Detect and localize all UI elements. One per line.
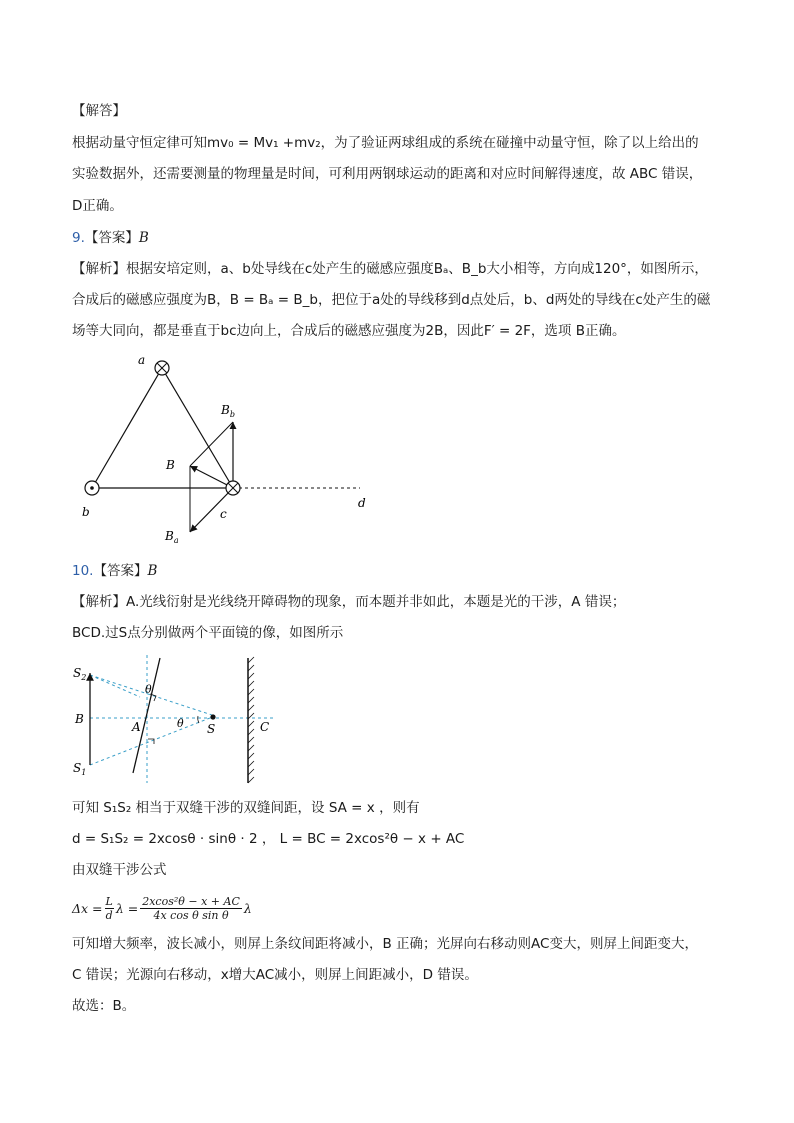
label-B: B — [75, 712, 84, 726]
label-d: d — [358, 496, 366, 510]
q10-answer-label: 【答案】 — [93, 563, 148, 579]
label-c: c — [220, 507, 227, 521]
wire-c-into-page-icon — [226, 481, 240, 495]
q9-number: 9. — [72, 230, 85, 246]
answer-heading: 【解答】 — [72, 103, 126, 119]
q9-answer-line — [72, 228, 149, 248]
side-ab — [92, 368, 162, 488]
q10-mirror-figure — [70, 653, 290, 788]
formula2-mid: λ = — [115, 900, 139, 916]
answer-line-1: 根据动量守恒定律可知mv₀ = Mv₁ +mv₂，为了验证两球组成的系统在碰撞中动量守恒，除了以上给出的 — [72, 135, 699, 151]
label-Ba: $B_a$ — [165, 529, 179, 545]
q10-text-2: 由双缝干涉公式 — [72, 862, 167, 878]
wire-b-out-of-page-icon — [85, 481, 99, 495]
q10-analysis-2: BCD.过S点分别做两个平面镜的像，如图所示 — [72, 625, 344, 641]
parallelogram-edge-2 — [190, 422, 233, 466]
q10-analysis-1: 【解析】A.光线衍射是光线绕开障碍物的现象，而本题并非如此，本题是光的干涉，A 错误； — [72, 594, 626, 610]
q10-conclusion-2: C 错误；光源向右移动，x增大AC减小，则屏上间距减小，D 错误。 — [72, 967, 478, 983]
source-S-dot — [210, 714, 215, 719]
answer-line-2: 实验数据外，还需要测量的物理量是时间，可利用两钢球运动的距离和对应时间解得速度，故 ABC 错误， — [72, 166, 703, 182]
label-S: S — [207, 722, 216, 736]
label-b: b — [82, 505, 90, 519]
q10-formula-2 — [72, 888, 252, 928]
label-theta-1: θ — [145, 683, 152, 696]
formula2-left: Δx = — [72, 900, 103, 916]
q10-text-1: 可知 S₁S₂ 相当于双缝干涉的双缝间距，设 SA = x ，则有 — [72, 800, 420, 816]
q10-conclusion-1: 可知增大频率，波长减小，则屏上条纹间距将减小，B 正确；光屏向右移动则AC变大，则屏上间距变大， — [72, 936, 698, 952]
answer-line-3: D正确。 — [72, 198, 123, 214]
q9-answer-label: 【答案】 — [84, 230, 139, 246]
q10-number: 10. — [72, 563, 94, 579]
label-A: A — [132, 720, 141, 734]
q9-analysis-1: 【解析】根据安培定则，a、b处导线在c处产生的磁感应强度Bₐ、B_b大小相等，方向成120°，如图所示， — [72, 261, 708, 277]
wire-a-into-page-icon — [155, 361, 169, 375]
q9-analysis-3: 场等大同向，都是垂直于bc边向上，合成后的磁感应强度为2B，因此F′ = 2F，选项 B正确。 — [72, 323, 626, 339]
label-Bb: $B_b$ — [221, 403, 235, 419]
label-a: a — [138, 353, 146, 367]
label-S1: $S_1$ — [73, 761, 87, 777]
formula2-frac1: $\frac{L}{d}$ — [105, 894, 113, 922]
q9-magnetic-field-figure — [70, 350, 380, 550]
q9-analysis-2: 合成后的磁感应强度为B，B = Bₐ = B_b，把位于a处的导线移到d点处后，b、d两处的导线在c处产生的磁 — [72, 292, 711, 308]
formula2-frac2: $\frac{\text{2xcos²θ − x + AC}}{\text{4x cos θ sin θ}}$ — [142, 894, 240, 922]
label-B: B — [166, 458, 175, 472]
q10-answer: B — [147, 563, 158, 579]
q10-answer-line — [72, 561, 157, 581]
label-C: C — [260, 720, 270, 734]
label-theta-2: θ — [177, 717, 184, 730]
q10-formula-1: d = S₁S₂ = 2xcosθ · sinθ · 2 ， L = BC = 2xcos²θ − x + AC — [72, 831, 465, 847]
screen-hatching — [248, 657, 254, 783]
label-S2: $S_2$ — [73, 666, 87, 682]
formula2-end: λ — [243, 900, 252, 916]
q9-answer: B — [138, 230, 149, 246]
q10-final: 故选：B。 — [72, 998, 136, 1014]
